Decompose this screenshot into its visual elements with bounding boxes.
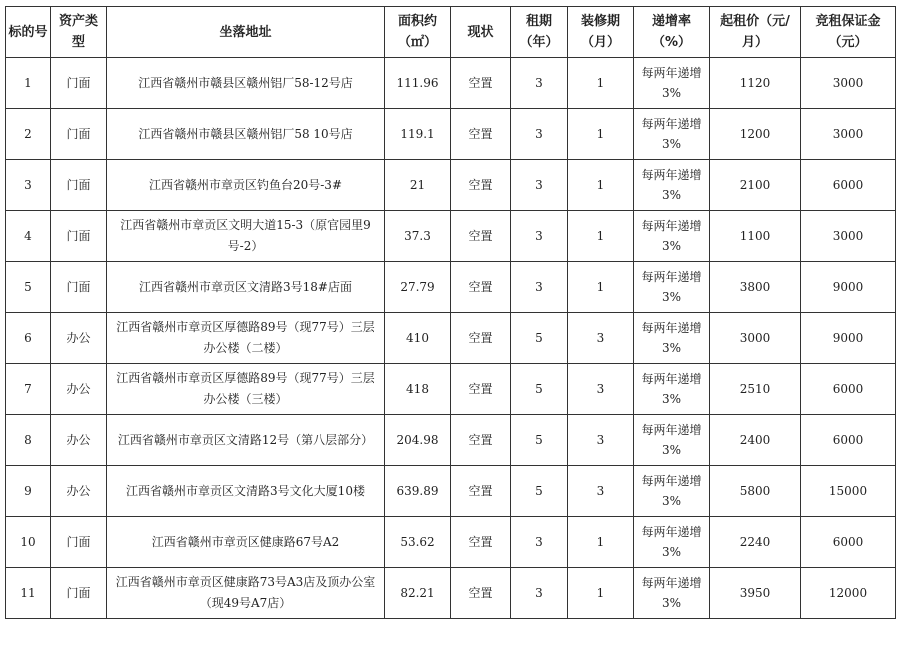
cell-no: 5 bbox=[6, 262, 51, 313]
cell-lease: 5 bbox=[511, 415, 568, 466]
cell-renovation: 3 bbox=[568, 415, 634, 466]
cell-type: 门面 bbox=[51, 262, 107, 313]
cell-deposit: 15000 bbox=[801, 466, 896, 517]
cell-address: 江西省赣州市章贡区厚德路89号（现77号）三层办公楼（二楼） bbox=[107, 313, 385, 364]
cell-area: 21 bbox=[385, 160, 451, 211]
cell-type: 门面 bbox=[51, 517, 107, 568]
cell-no: 11 bbox=[6, 568, 51, 619]
cell-area: 82.21 bbox=[385, 568, 451, 619]
header-lease: 租期（年） bbox=[511, 7, 568, 58]
cell-type: 门面 bbox=[51, 568, 107, 619]
cell-type: 门面 bbox=[51, 58, 107, 109]
cell-address: 江西省赣州市章贡区文清路3号文化大厦10楼 bbox=[107, 466, 385, 517]
cell-type: 门面 bbox=[51, 211, 107, 262]
table-row bbox=[6, 466, 896, 517]
header-renovation: 装修期（月） bbox=[568, 7, 634, 58]
cell-status: 空置 bbox=[451, 262, 511, 313]
cell-deposit: 3000 bbox=[801, 211, 896, 262]
lease-table-container bbox=[5, 6, 896, 619]
cell-lease: 5 bbox=[511, 313, 568, 364]
cell-type: 办公 bbox=[51, 364, 107, 415]
cell-renovation: 1 bbox=[568, 109, 634, 160]
cell-renovation: 1 bbox=[568, 517, 634, 568]
cell-area: 418 bbox=[385, 364, 451, 415]
cell-rent: 5800 bbox=[710, 466, 801, 517]
cell-address: 江西省赣州市章贡区文清路3号18#店面 bbox=[107, 262, 385, 313]
cell-area: 204.98 bbox=[385, 415, 451, 466]
cell-no: 10 bbox=[6, 517, 51, 568]
cell-deposit: 6000 bbox=[801, 415, 896, 466]
cell-area: 410 bbox=[385, 313, 451, 364]
cell-type: 办公 bbox=[51, 415, 107, 466]
cell-rent: 2510 bbox=[710, 364, 801, 415]
cell-address: 江西省赣州市章贡区文明大道15-3（原官园里9号-2） bbox=[107, 211, 385, 262]
cell-rate: 每两年递增3% bbox=[634, 313, 710, 364]
cell-area: 639.89 bbox=[385, 466, 451, 517]
cell-type: 门面 bbox=[51, 109, 107, 160]
cell-area: 111.96 bbox=[385, 58, 451, 109]
cell-rate: 每两年递增3% bbox=[634, 415, 710, 466]
table-row bbox=[6, 160, 896, 211]
cell-area: 37.3 bbox=[385, 211, 451, 262]
cell-deposit: 9000 bbox=[801, 313, 896, 364]
cell-no: 6 bbox=[6, 313, 51, 364]
cell-status: 空置 bbox=[451, 160, 511, 211]
cell-rent: 3000 bbox=[710, 313, 801, 364]
cell-area: 119.1 bbox=[385, 109, 451, 160]
cell-rate: 每两年递增3% bbox=[634, 211, 710, 262]
cell-deposit: 3000 bbox=[801, 58, 896, 109]
cell-type: 门面 bbox=[51, 160, 107, 211]
table-row bbox=[6, 211, 896, 262]
table-row bbox=[6, 58, 896, 109]
cell-no: 1 bbox=[6, 58, 51, 109]
table-row bbox=[6, 364, 896, 415]
cell-type: 办公 bbox=[51, 313, 107, 364]
cell-renovation: 3 bbox=[568, 364, 634, 415]
cell-rate: 每两年递增3% bbox=[634, 58, 710, 109]
cell-status: 空置 bbox=[451, 109, 511, 160]
cell-area: 53.62 bbox=[385, 517, 451, 568]
cell-area: 27.79 bbox=[385, 262, 451, 313]
cell-rate: 每两年递增3% bbox=[634, 364, 710, 415]
cell-address: 江西省赣州市章贡区厚德路89号（现77号）三层办公楼（三楼） bbox=[107, 364, 385, 415]
cell-address: 江西省赣州市赣县区赣州铝厂58-12号店 bbox=[107, 58, 385, 109]
table-row bbox=[6, 517, 896, 568]
table-row bbox=[6, 262, 896, 313]
table-row bbox=[6, 415, 896, 466]
cell-rate: 每两年递增3% bbox=[634, 568, 710, 619]
cell-renovation: 1 bbox=[568, 262, 634, 313]
cell-deposit: 3000 bbox=[801, 109, 896, 160]
header-no: 标的号 bbox=[6, 7, 51, 58]
cell-no: 8 bbox=[6, 415, 51, 466]
cell-status: 空置 bbox=[451, 58, 511, 109]
cell-rent: 1120 bbox=[710, 58, 801, 109]
cell-no: 3 bbox=[6, 160, 51, 211]
cell-no: 2 bbox=[6, 109, 51, 160]
cell-deposit: 6000 bbox=[801, 517, 896, 568]
cell-address: 江西省赣州市章贡区钓鱼台20号-3# bbox=[107, 160, 385, 211]
cell-lease: 3 bbox=[511, 517, 568, 568]
cell-status: 空置 bbox=[451, 211, 511, 262]
cell-lease: 3 bbox=[511, 568, 568, 619]
header-rent: 起租价（元/月） bbox=[710, 7, 801, 58]
cell-deposit: 12000 bbox=[801, 568, 896, 619]
cell-rent: 3950 bbox=[710, 568, 801, 619]
cell-lease: 3 bbox=[511, 262, 568, 313]
cell-rate: 每两年递增3% bbox=[634, 517, 710, 568]
cell-address: 江西省赣州市章贡区健康路73号A3店及顶办公室（现49号A7店） bbox=[107, 568, 385, 619]
cell-rate: 每两年递增3% bbox=[634, 262, 710, 313]
cell-lease: 3 bbox=[511, 109, 568, 160]
cell-rent: 2100 bbox=[710, 160, 801, 211]
cell-lease: 5 bbox=[511, 364, 568, 415]
cell-deposit: 6000 bbox=[801, 160, 896, 211]
header-row bbox=[6, 7, 896, 58]
cell-address: 江西省赣州市赣县区赣州铝厂58 10号店 bbox=[107, 109, 385, 160]
cell-renovation: 1 bbox=[568, 160, 634, 211]
cell-rate: 每两年递增3% bbox=[634, 466, 710, 517]
cell-renovation: 1 bbox=[568, 58, 634, 109]
cell-renovation: 3 bbox=[568, 466, 634, 517]
cell-lease: 3 bbox=[511, 58, 568, 109]
header-address: 坐落地址 bbox=[107, 7, 385, 58]
cell-deposit: 6000 bbox=[801, 364, 896, 415]
cell-no: 4 bbox=[6, 211, 51, 262]
cell-rent: 1200 bbox=[710, 109, 801, 160]
cell-rate: 每两年递增3% bbox=[634, 109, 710, 160]
cell-rate: 每两年递增3% bbox=[634, 160, 710, 211]
cell-no: 7 bbox=[6, 364, 51, 415]
cell-rent: 2400 bbox=[710, 415, 801, 466]
cell-type: 办公 bbox=[51, 466, 107, 517]
cell-renovation: 3 bbox=[568, 313, 634, 364]
cell-no: 9 bbox=[6, 466, 51, 517]
cell-lease: 3 bbox=[511, 160, 568, 211]
header-area: 面积约（㎡） bbox=[385, 7, 451, 58]
table-body bbox=[6, 58, 896, 619]
cell-lease: 3 bbox=[511, 211, 568, 262]
cell-status: 空置 bbox=[451, 313, 511, 364]
cell-rent: 2240 bbox=[710, 517, 801, 568]
cell-address: 江西省赣州市章贡区健康路67号A2 bbox=[107, 517, 385, 568]
table-row bbox=[6, 109, 896, 160]
header-type: 资产类型 bbox=[51, 7, 107, 58]
cell-lease: 5 bbox=[511, 466, 568, 517]
cell-status: 空置 bbox=[451, 364, 511, 415]
cell-deposit: 9000 bbox=[801, 262, 896, 313]
cell-status: 空置 bbox=[451, 466, 511, 517]
header-status: 现状 bbox=[451, 7, 511, 58]
cell-renovation: 1 bbox=[568, 211, 634, 262]
header-deposit: 竞租保证金（元） bbox=[801, 7, 896, 58]
cell-status: 空置 bbox=[451, 415, 511, 466]
cell-rent: 3800 bbox=[710, 262, 801, 313]
cell-address: 江西省赣州市章贡区文清路12号（第八层部分） bbox=[107, 415, 385, 466]
cell-status: 空置 bbox=[451, 517, 511, 568]
table-row bbox=[6, 568, 896, 619]
cell-rent: 1100 bbox=[710, 211, 801, 262]
table-row bbox=[6, 313, 896, 364]
lease-table bbox=[5, 6, 896, 619]
header-rate: 递增率（%） bbox=[634, 7, 710, 58]
cell-renovation: 1 bbox=[568, 568, 634, 619]
cell-status: 空置 bbox=[451, 568, 511, 619]
